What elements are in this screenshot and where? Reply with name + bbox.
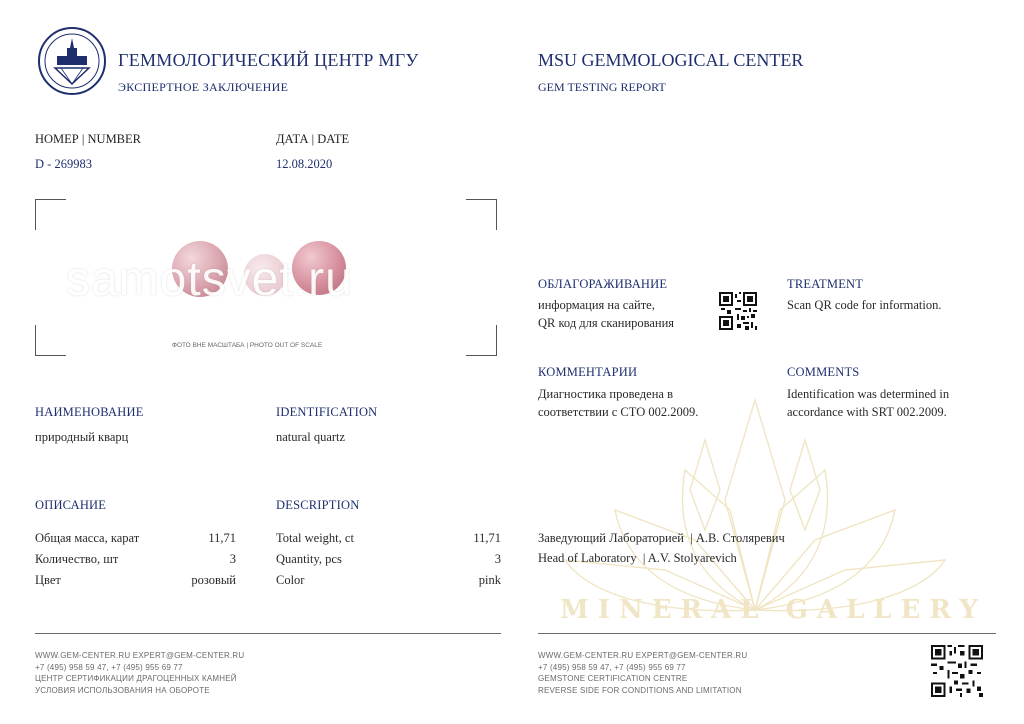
comments-ru-line1: Диагностика проведена в (538, 387, 673, 401)
desc-ru-row-value: 11,71 (208, 531, 236, 545)
description-en-label: DESCRIPTION (276, 498, 360, 512)
desc-ru-row-label: Количество, шт (35, 552, 119, 566)
desc-ru-row-value: розовый (191, 573, 236, 587)
footer-divider-right (538, 633, 996, 634)
treatment-en-label: TREATMENT (787, 277, 864, 291)
report-number-value: D - 269983 (35, 157, 92, 171)
desc-ru-row-label: Общая масса, карат (35, 531, 140, 545)
footer-qr-code[interactable] (931, 645, 983, 697)
ru-center-title: ГЕММОЛОГИЧЕСКИЙ ЦЕНТР МГУ (118, 50, 419, 70)
signature-en: Head of Laboratory | A.V. Stolyarevich (538, 551, 737, 565)
treatment-qr-code[interactable] (719, 292, 757, 330)
footer-left-line: ЦЕНТР СЕРТИФИКАЦИИ ДРАГОЦЕННЫХ КАМНЕЙ (35, 674, 237, 683)
footer-left-line: WWW.GEM-CENTER.RU EXPERT@GEM-CENTER.RU (35, 651, 245, 660)
treatment-ru-label: ОБЛАГОРАЖИВАНИЕ (538, 277, 668, 291)
footer-left (35, 650, 244, 696)
identification-ru-value: природный кварц (35, 430, 129, 444)
comments-ru-label: КОММЕНТАРИИ (538, 365, 638, 379)
photo-caption: ФОТО ВНЕ МАСШТАБА | PHOTO OUT OF SCALE (172, 342, 323, 349)
description-ru-label: ОПИСАНИЕ (35, 498, 107, 512)
treatment-ru-line2: QR код для сканирования (538, 316, 675, 330)
identification-ru-label: НАИМЕНОВАНИЕ (35, 405, 144, 419)
desc-en-row-value: 3 (494, 552, 501, 566)
footer-right (538, 650, 747, 696)
comments-en-label: COMMENTS (787, 365, 860, 379)
desc-ru-row-value: 3 (229, 552, 236, 566)
footer-left-line: УСЛОВИЯ ИСПОЛЬЗОВАНИЯ НА ОБОРОТЕ (35, 685, 210, 695)
comments-en-line1: Identification was determined in (787, 387, 950, 401)
desc-en-row-label: Quantity, pcs (276, 552, 342, 566)
photo-frame-corner-tl (35, 199, 66, 230)
photo-frame-corner-tr (466, 199, 497, 230)
desc-ru-row-label: Цвет (35, 573, 61, 587)
footer-right-line: +7 (495) 958 59 47, +7 (495) 955 69 77 (538, 662, 686, 672)
desc-en-row-label: Color (276, 573, 305, 587)
samotsvet-watermark: samotsvet.ru (66, 253, 353, 306)
desc-en-row-value: pink (478, 573, 501, 587)
identification-en-label: IDENTIFICATION (276, 405, 378, 419)
footer-right-line: GEMSTONE CERTIFICATION CENTRE (538, 674, 688, 683)
ru-report-subtitle: ЭКСПЕРТНОЕ ЗАКЛЮЧЕНИЕ (118, 80, 289, 94)
footer-right-line: REVERSE SIDE FOR CONDITIONS AND LIMITATION (538, 685, 742, 695)
report-number-label: НОМЕР | NUMBER (35, 132, 141, 146)
treatment-en-text: Scan QR code for information. (787, 298, 942, 312)
mineral-gallery-watermark: MINERAL GALLERY (560, 595, 987, 625)
footer-divider-left (35, 633, 501, 634)
desc-en-row-label: Total weight, ct (276, 531, 354, 545)
en-center-title: MSU GEMMOLOGICAL CENTER (538, 50, 804, 70)
report-date-value: 12.08.2020 (276, 157, 333, 171)
photo-frame-corner-bl (35, 325, 66, 356)
en-report-subtitle: GEM TESTING REPORT (538, 80, 666, 94)
photo-frame-corner-br (466, 325, 497, 356)
treatment-ru-line1: информация на сайте, (538, 298, 655, 312)
footer-left-line: +7 (495) 958 59 47, +7 (495) 955 69 77 (35, 662, 183, 672)
desc-en-row-value: 11,71 (473, 531, 501, 545)
footer-right-line: WWW.GEM-CENTER.RU EXPERT@GEM-CENTER.RU (538, 651, 748, 660)
report-date-label: ДАТА | DATE (276, 132, 350, 146)
identification-en-value: natural quartz (276, 430, 346, 444)
signature-ru: Заведующий Лабораторией | А.В. Столяревич (538, 531, 785, 545)
comments-ru-line2: соответствии с СТО 002.2009. (538, 405, 699, 419)
comments-en-line2: accordance with SRT 002.2009. (787, 405, 947, 419)
msu-gem-center-logo (37, 26, 107, 96)
